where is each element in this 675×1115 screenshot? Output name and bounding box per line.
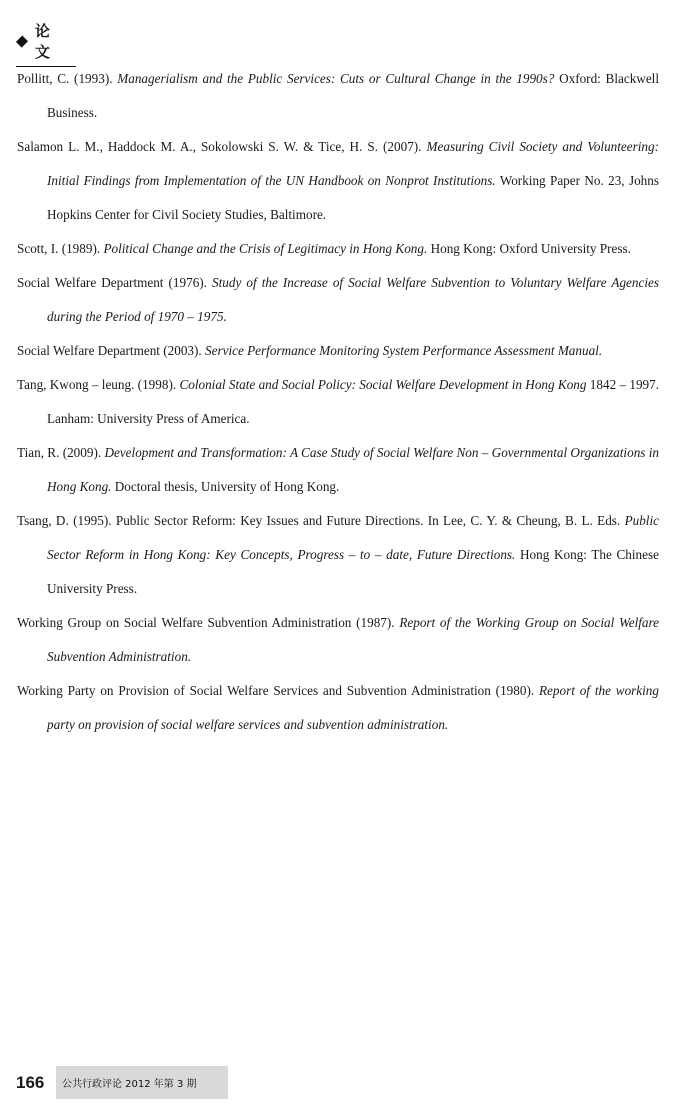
reference-text: Tang, Kwong – leung. (1998).	[17, 377, 180, 392]
reference-text: Working Paper No. 23, Johns Hopkins Center for Civil Society Studies, Baltimore.	[47, 173, 659, 222]
section-header	[16, 20, 76, 67]
reference-text: Scott, I. (1989).	[17, 241, 104, 256]
reference-item	[17, 674, 659, 742]
reference-text: Tian, R. (2009).	[17, 445, 105, 460]
reference-item	[17, 504, 659, 606]
reference-title: Measuring Civil Society and Volunteering: Initial Findings from Implementation of the UN Handbook on Nonprot Institutions.	[47, 139, 660, 188]
reference-text: Hong Kong: The Chinese University Press.	[47, 547, 659, 596]
reference-list	[17, 62, 659, 742]
section-title: 论 文	[34, 22, 54, 61]
reference-title: Colonial State and Social Policy: Social Welfare Development in Hong Kong	[179, 377, 587, 392]
reference-item	[17, 334, 659, 368]
reference-title: Report of the working party on provision of social welfare services and subvention administration.	[47, 683, 659, 732]
reference-title: Public Sector Reform in Hong Kong: Key Concepts, Progress – to – date, Future Directions.	[47, 513, 659, 562]
reference-text: Salamon L. M., Haddock M. A., Sokolowski S. W. & Tice, H. S. (2007).	[17, 139, 427, 154]
reference-text: Social Welfare Department (2003).	[17, 343, 206, 358]
diamond-icon	[16, 35, 28, 47]
reference-title: Study of the Increase of Social Welfare Subvention to Voluntary Welfare Agencies during the Period of 1970 – 1975.	[47, 275, 660, 324]
reference-text: Tsang, D. (1995). Public Sector Reform: Key Issues and Future Directions. In Lee, C. Y. & Cheung, B. L. Eds.	[17, 513, 625, 528]
reference-item	[17, 436, 659, 504]
reference-item	[17, 266, 659, 334]
reference-text: Pollitt, C. (1993).	[17, 71, 118, 86]
reference-title: Development and Transformation: A Case Study of Social Welfare Non – Governmental Organizations in Hong Kong.	[47, 445, 659, 494]
reference-text: Social Welfare Department (1976).	[17, 275, 213, 290]
reference-title: Managerialism and the Public Services: Cuts or Cultural Change in the 1990s?	[117, 71, 555, 86]
reference-item	[17, 606, 659, 674]
reference-text: Doctoral thesis, University of Hong Kong.	[111, 479, 340, 494]
reference-text: Working Group on Social Welfare Subvention Administration (1987).	[17, 615, 400, 630]
reference-text: Oxford: Blackwell Business.	[47, 71, 660, 120]
reference-title: Report of the Working Group on Social Welfare Subvention Administration.	[47, 615, 660, 664]
page-number: 166	[16, 1072, 45, 1092]
reference-title: Political Change and the Crisis of Legitimacy in Hong Kong.	[103, 241, 428, 256]
reference-item	[17, 232, 659, 266]
reference-title: Service Performance Monitoring System Performance Assessment Manual.	[205, 343, 603, 358]
reference-item	[17, 62, 659, 130]
reference-text: 1842 – 1997. Lanham: University Press of America.	[47, 377, 660, 426]
journal-issue-label: 公共行政评论 2012 年第 3 期	[56, 1066, 228, 1099]
reference-text: Hong Kong: Oxford University Press.	[427, 241, 631, 256]
page-footer	[16, 1066, 228, 1099]
reference-item	[17, 130, 659, 232]
reference-item	[17, 368, 659, 436]
reference-text: Working Party on Provision of Social Welfare Services and Subvention Administration (1980).	[17, 683, 539, 698]
